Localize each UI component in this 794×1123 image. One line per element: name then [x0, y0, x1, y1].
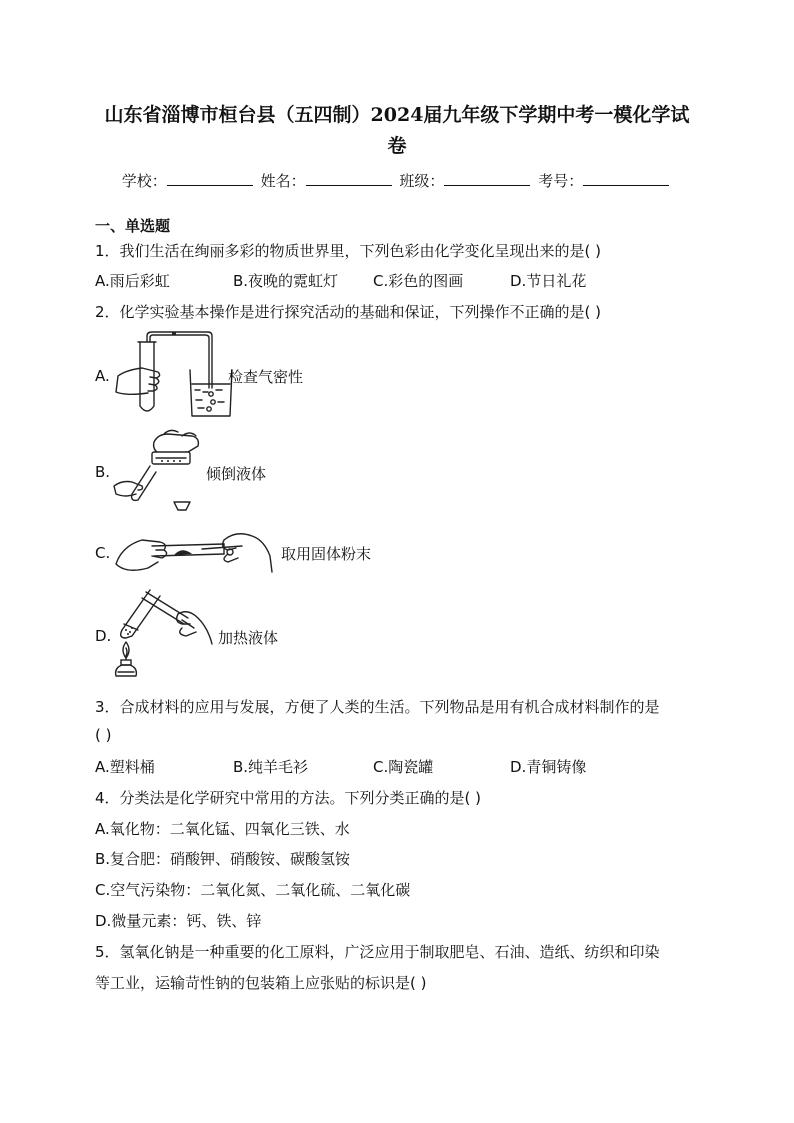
q5-stem-line-1: 5．氢氧化钠是一种重要的化工原料，广泛应用于制取肥皂、石油、造纸、纺织和印染 [95, 943, 660, 961]
title-line-1: 山东省淄博市桓台县（五四制）2024届九年级下学期中考一模化学试 [104, 104, 690, 126]
q2-option-b-letter[interactable]: B. [95, 463, 111, 481]
solid-powder-icon [112, 526, 277, 580]
airtightness-check-icon [112, 330, 237, 418]
q3-option-c[interactable]: C.陶瓷罐 [373, 758, 434, 776]
q1-option-c[interactable]: C.彩色的图画 [373, 272, 464, 290]
q2-option-d-caption: 加热液体 [218, 629, 279, 647]
q3-option-a[interactable]: A.塑料桶 [95, 758, 155, 776]
q2-option-b-caption: 倾倒液体 [206, 465, 267, 483]
school-label: 学校： [121, 172, 167, 190]
exam-title [90, 100, 704, 162]
q3-stem-line-2: ( ) [95, 726, 112, 744]
q1-stem: 1．我们生活在绚丽多彩的物质世界里，下列色彩由化学变化呈现出来的是( ) [95, 242, 602, 260]
student-info-row [0, 170, 794, 191]
q2-stem: 2．化学实验基本操作是进行探究活动的基础和保证，下列操作不正确的是( ) [95, 303, 602, 321]
q3-stem-line-1: 3．合成材料的应用与发展，方便了人类的生活。下列物品是用有机合成材料制作的是 [95, 698, 660, 716]
q2-option-d-letter[interactable]: D. [95, 627, 112, 645]
title-line-2: 卷 [387, 135, 407, 157]
exam-no-label: 考号： [538, 172, 584, 190]
class-blank[interactable] [444, 171, 530, 186]
q2-option-c-letter[interactable]: C. [95, 544, 111, 562]
q3-option-d[interactable]: D.青铜铸像 [510, 758, 587, 776]
q2-option-a-letter[interactable]: A. [95, 367, 110, 385]
q3-option-b[interactable]: B.纯羊毛衫 [233, 758, 309, 776]
q1-option-a[interactable]: A.雨后彩虹 [95, 272, 170, 290]
q1-option-d[interactable]: D.节日礼花 [510, 272, 587, 290]
name-blank[interactable] [306, 171, 392, 186]
pour-liquid-icon [112, 428, 207, 518]
q4-option-c[interactable]: C.空气污染物：二氧化氮、二氧化硫、二氧化碳 [95, 881, 411, 899]
q4-option-a[interactable]: A.氧化物：二氧化锰、四氧化三铁、水 [95, 820, 350, 838]
q2-option-c-caption: 取用固体粉末 [281, 545, 372, 563]
q4-option-d[interactable]: D.微量元素：钙、铁、锌 [95, 912, 262, 930]
q1-option-b[interactable]: B.夜晚的霓虹灯 [233, 272, 339, 290]
q4-stem: 4．分类法是化学研究中常用的方法。下列分类正确的是( ) [95, 789, 482, 807]
class-label: 班级： [399, 172, 445, 190]
name-label: 姓名： [260, 172, 306, 190]
q2-option-a-caption: 检查气密性 [228, 368, 304, 386]
q5-stem-line-2: 等工业，运输苛性钠的包装箱上应张贴的标识是( ) [95, 974, 427, 992]
exam-no-blank[interactable] [583, 171, 669, 186]
section-title: 一、单选题 [95, 217, 171, 235]
q4-option-b[interactable]: B.复合肥：硝酸钾、硝酸铵、碳酸氢铵 [95, 850, 351, 868]
school-blank[interactable] [167, 171, 253, 186]
heat-liquid-icon [112, 584, 222, 680]
